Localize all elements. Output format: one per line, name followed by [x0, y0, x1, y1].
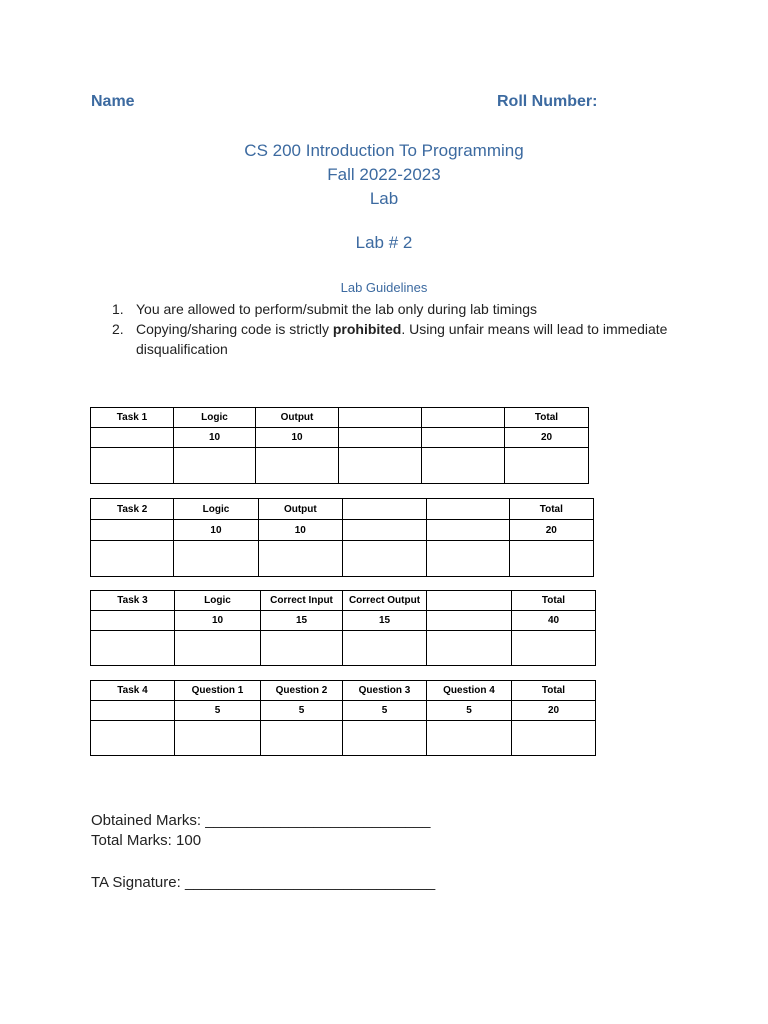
score-entry-cell [427, 541, 509, 577]
marks-cell [339, 428, 422, 448]
score-entry-cell [91, 721, 175, 756]
guideline-number: 2. [112, 321, 124, 337]
score-entry-cell [258, 541, 342, 577]
marks-cell: 10 [174, 428, 256, 448]
marks-cell: 15 [261, 611, 343, 631]
marks-cell [91, 611, 175, 631]
header-cell [427, 499, 509, 520]
header-cell: Logic [175, 591, 261, 611]
score-entry-cell [175, 721, 261, 756]
header-cell: Task 4 [91, 681, 175, 701]
marks-cell: 10 [175, 611, 261, 631]
score-entry-cell [427, 721, 512, 756]
guideline-text-start: Copying/sharing code is strictly [136, 321, 333, 337]
score-entry-cell [91, 541, 174, 577]
marks-cell: 5 [175, 701, 261, 721]
header-cell: Task 2 [91, 499, 174, 520]
header-cell: Question 2 [261, 681, 343, 701]
header-cell: Question 3 [343, 681, 427, 701]
score-entry-cell [174, 541, 258, 577]
header-cell [342, 499, 426, 520]
header-row [91, 681, 596, 701]
score-entry-cell [261, 631, 343, 666]
score-entry-cell [512, 721, 596, 756]
score-entry-cell [91, 448, 174, 484]
score-entry-cell [339, 448, 422, 484]
marks-cell: 10 [256, 428, 339, 448]
marks-cell [427, 611, 512, 631]
guidelines-title: Lab Guidelines [340, 280, 428, 295]
score-entry-cell [256, 448, 339, 484]
score-entry-cell [427, 631, 512, 666]
guideline-text: You are allowed to perform/submit the lab only during lab timings [136, 301, 538, 317]
marks-cell: 40 [512, 611, 596, 631]
score-entry-cell [261, 721, 343, 756]
header-cell [422, 408, 505, 428]
marks-cell: 20 [512, 701, 596, 721]
guideline-number: 1. [112, 301, 124, 317]
roll-number-label: Roll Number: [497, 93, 598, 110]
score-entry-cell [422, 448, 505, 484]
header-cell: Output [258, 499, 342, 520]
header-cell: Correct Input [261, 591, 343, 611]
header-cell: Total [509, 499, 593, 520]
header-cell [427, 591, 512, 611]
score-entry-cell [174, 448, 256, 484]
marks-cell: 5 [343, 701, 427, 721]
guidelines-list [112, 299, 672, 359]
header-cell: Correct Output [343, 591, 427, 611]
header-row [91, 408, 589, 428]
header-cell [339, 408, 422, 428]
score-entry-row [91, 721, 596, 756]
score-entry-cell [343, 721, 427, 756]
score-entry-cell [175, 631, 261, 666]
header-row [91, 591, 596, 611]
marks-cell [91, 428, 174, 448]
marks-cell [342, 520, 426, 541]
marks-row [91, 701, 596, 721]
total-marks: Total Marks: 100 [91, 832, 202, 849]
header-cell: Logic [174, 499, 258, 520]
score-entry-cell [505, 448, 589, 484]
marks-cell: 15 [343, 611, 427, 631]
task-4-marks-table [90, 680, 596, 756]
marks-row [91, 520, 594, 541]
marks-row [91, 611, 596, 631]
lab-number: Lab # 2 [355, 233, 413, 252]
guideline-emphasis: prohibited [332, 321, 402, 337]
task-1-marks-table [90, 407, 589, 484]
term: Fall 2022-2023 [327, 165, 441, 184]
marks-cell: 5 [261, 701, 343, 721]
score-entry-cell [343, 631, 427, 666]
header-cell: Question 4 [427, 681, 512, 701]
marks-cell: 10 [258, 520, 342, 541]
marks-cell: 20 [505, 428, 589, 448]
guideline-item [112, 319, 672, 359]
header-cell: Task 3 [91, 591, 175, 611]
header-cell: Output [256, 408, 339, 428]
score-entry-cell [509, 541, 593, 577]
header-row [91, 499, 594, 520]
ta-signature-line: TA Signature: ______________________________ [91, 874, 436, 891]
guideline-item [112, 299, 672, 319]
marks-cell [427, 520, 509, 541]
name-label: Name [91, 93, 135, 110]
course-title: CS 200 Introduction To Programming [244, 141, 524, 160]
marks-row [91, 428, 589, 448]
score-entry-cell [512, 631, 596, 666]
header-cell: Logic [174, 408, 256, 428]
header-cell: Task 1 [91, 408, 174, 428]
score-entry-row [91, 541, 594, 577]
header-cell: Total [505, 408, 589, 428]
obtained-marks-line: Obtained Marks: ___________________________ [91, 812, 431, 829]
score-entry-row [91, 448, 589, 484]
marks-cell: 10 [174, 520, 258, 541]
score-entry-cell [342, 541, 426, 577]
marks-cell: 5 [427, 701, 512, 721]
task-2-marks-table [90, 498, 594, 577]
header-cell: Total [512, 591, 596, 611]
score-entry-cell [91, 631, 175, 666]
header-cell: Total [512, 681, 596, 701]
lab-heading: Lab [369, 189, 399, 208]
score-entry-row [91, 631, 596, 666]
header-cell: Question 1 [175, 681, 261, 701]
marks-cell: 20 [509, 520, 593, 541]
guideline-text-end: . Using unfair means will lead to immediate disqualification [136, 321, 668, 357]
marks-cell [422, 428, 505, 448]
marks-cell [91, 520, 174, 541]
marks-cell [91, 701, 175, 721]
task-3-marks-table [90, 590, 596, 666]
